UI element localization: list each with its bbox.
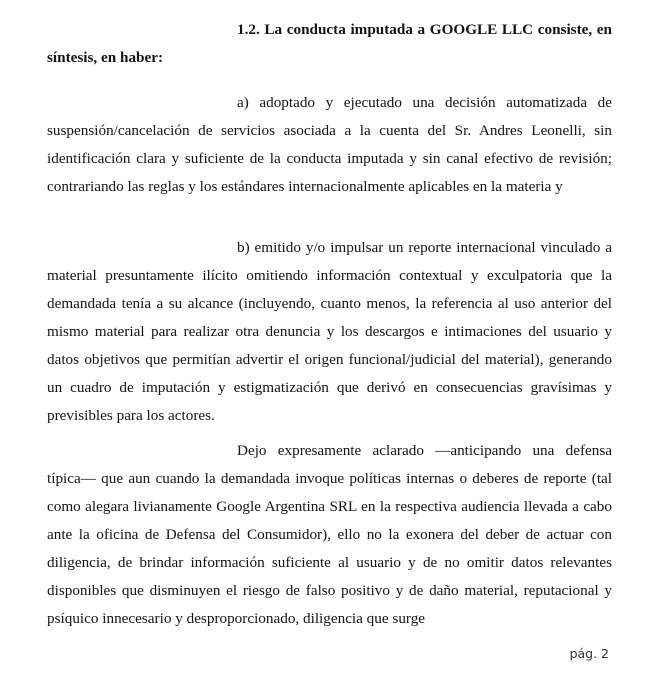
paragraph-c	[47, 437, 612, 633]
section-heading-text: 1.2. La conducta imputada a GOOGLE LLC consiste, en síntesis, en haber:	[47, 21, 612, 66]
paragraph-a	[47, 89, 612, 201]
paragraph-a-text: a) adoptado y ejecutado una decisión automatizada de suspensión/cancelación de servicios asociada a la cuenta del Sr. Andres Leonelli, sin identificación clara y suficiente de la conducta imputada y sin canal efectivo de revisión; contrariando las reglas y los estándares internacionalmente aplicables en la materia y	[47, 94, 612, 195]
section-heading	[47, 16, 612, 72]
paragraph-c-text: Dejo expresamente aclarado —anticipando una defensa típica— que aun cuando la demandada invoque políticas internas o deberes de reporte (tal como alegara livianamente Google Argentina SRL en la respectiva audiencia llevada a cabo ante la oficina de Defensa del Consumidor), ello no la exonera del deber de actuar con diligencia, de brindar información suficiente al usuario y de no omitir datos relevantes disponibles que disminuyen el riesgo de falso positivo y de daño material, reputacional y psíquico innecesario y desproporcionado, diligencia que surge	[47, 442, 612, 627]
paragraph-b	[47, 234, 612, 430]
page-number: pág. 2	[569, 646, 609, 661]
paragraph-b-text: b) emitido y/o impulsar un reporte internacional vinculado a material presuntamente ilícito omitiendo información contextual y exculpatoria que la demandada tenía a su alcance (incluyendo, cuanto menos, la referencia al uso anterior del mismo material para realizar otra denuncia y los descargos e intimaciones del usuario y datos objetivos que permitían advertir el origen funcional/judicial del material), generando un cuadro de imputación y estigmatización que derivó en consecuencias gravísimas y previsibles para los actores.	[47, 239, 612, 424]
